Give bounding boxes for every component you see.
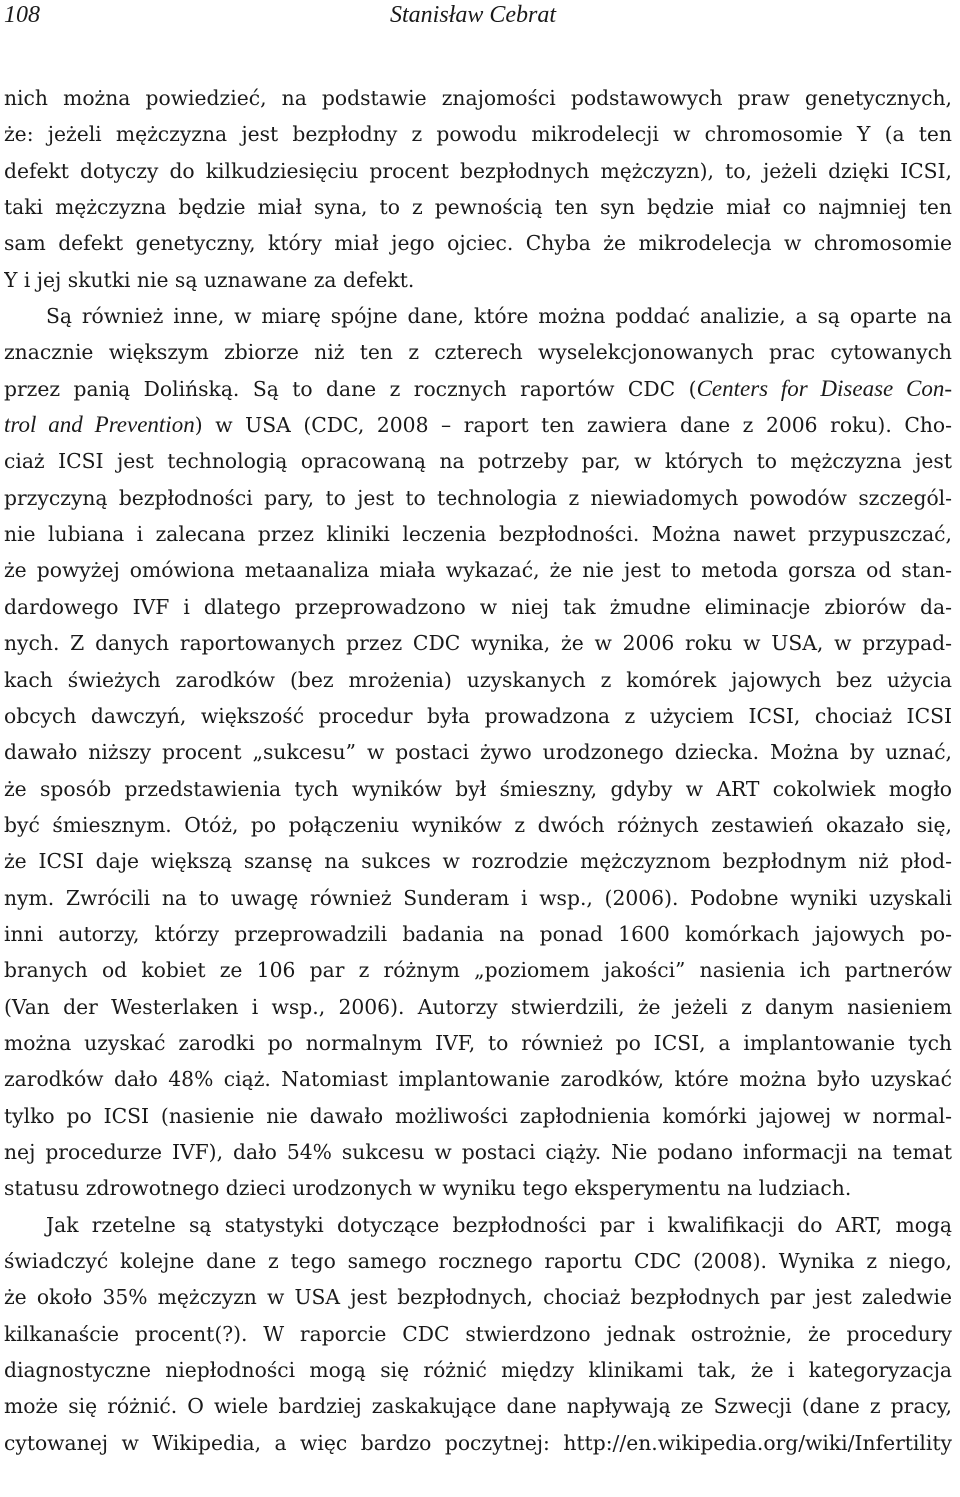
text-line: branych od kobiet ze 106 par z różnym „poziomem jakości” nasienia ich partnerów [4, 958, 952, 983]
text-line: może się różnić. O wiele bardziej zaskakujące dane napływają ze Szwecji (dane z pracy, [4, 1394, 952, 1419]
text-line: dardowego IVF i dlatego przeprowadzono w niej tak żmudne eliminacje zbiorów da- [4, 594, 952, 619]
text-span: ) w USA (CDC, 2008 – raport ten zawiera dane z 2006 roku). Cho- [194, 413, 952, 438]
italic-span: Centers for Disease Con- [696, 375, 952, 401]
text-line [4, 371, 952, 407]
text-line: znacznie większym zbiorze niż ten z czterech wyselekcjonowanych prac cytowanych [4, 340, 952, 365]
body-text [4, 80, 952, 1461]
text-span: przez panią Dolińską. Są to dane z rocznych raportów CDC ( [4, 376, 697, 401]
text-line: że sposób przedstawienia tych wyników był śmieszny, gdyby w ART cokolwiek mogło [4, 776, 952, 801]
text-line: nym. Zwrócili na to uwagę również Sunderam i wsp., (2006). Podobne wyniki uzyskali [4, 885, 952, 910]
text-line: że ICSI daje większą szansę na sukces w rozrodzie mężczyznom bezpłodnym niż płod- [4, 849, 952, 874]
text-line: zarodków dało 48% ciąż. Natomiast implantowanie zarodków, które można było uzyskać [4, 1067, 952, 1092]
text-line: statusu zdrowotnego dzieci urodzonych w wyniku tego eksperymentu na ludziach. [4, 1176, 852, 1201]
text-line: defekt dotyczy do kilkudziesięciu procent bezpłodnych mężczyzn), to, jeżeli dzięki ICSI, [4, 158, 952, 183]
text-line: można uzyskać zarodki po normalnym IVF, to również po ICSI, a implantowanie tych [4, 1030, 952, 1055]
text-line: świadczyć kolejne dane z tego samego rocznego raportu CDC (2008). Wynika z niego, [4, 1249, 952, 1273]
text-line: tylko po ICSI (nasienie nie dawało możliwości zapłodnienia komórki jajowej w normal- [4, 1103, 952, 1128]
text-line: obcych dawczyń, większość procedur była prowadzona z użyciem ICSI, chociaż ICSI [4, 703, 952, 728]
text-line: kilkanaście procent(?). W raporcie CDC stwierdzono jednak ostrożnie, że procedury [4, 1321, 952, 1346]
text-line: Y i jej skutki nie są uznawane za defekt. [4, 267, 415, 292]
text-line: kach świeżych zarodków (bez mrożenia) uzyskanych z komórek jajowych bez użycia [4, 667, 952, 692]
text-line: być śmiesznym. Otóż, po połączeniu wyników z dwóch różnych zestawień okazało się, [4, 812, 952, 837]
text-line: że około 35% mężczyzn w USA jest bezpłodnych, chociaż bezpłodnych par jest zaledwie [4, 1285, 952, 1310]
running-head-author: Stanisław Cebrat [390, 2, 557, 28]
running-header [0, 0, 960, 40]
text-line: diagnostyczne niepłodności mogą się różnić między klinikami tak, że i kategoryzacja [4, 1358, 952, 1383]
text-line: cytowanej w Wikipedia, a więc bardzo poczytnej: http://en.wikipedia.org/wiki/Infertility [4, 1430, 952, 1455]
text-line: że: jeżeli mężczyzna jest bezpłodny z powodu mikrodelecji w chromosomie Y (a ten [4, 122, 952, 147]
text-line: inni autorzy, którzy przeprowadzili badania na ponad 1600 komórkach jajowych po- [4, 921, 952, 946]
text-line: dawało niższy procent „sukcesu” w postaci żywo urodzonego dziecka. Można by uznać, [4, 740, 952, 765]
text-line: że powyżej omówiona metaanaliza miała wykazać, że nie jest to metoda gorsza od stan- [4, 558, 952, 583]
text-line: taki mężczyzna będzie miał syna, to z pewnością ten syn będzie miał co najmniej ten [4, 195, 952, 220]
text-line: nie lubiana i zalecana przez kliniki leczenia bezpłodności. Można nawet przypuszczać, [4, 522, 952, 547]
text-line: nich można powiedzieć, na podstawie znajomości podstawowych praw genetycznych, [4, 86, 952, 110]
text-line: nych. Z danych raportowanych przez CDC wynika, że w 2006 roku w USA, w przypad- [4, 631, 952, 656]
text-line: ciaż ICSI jest technologią opracowaną na potrzeby par, w których to mężczyzna jest [4, 449, 952, 474]
text-line: nej procedurze IVF), dało 54% sukcesu w postaci ciąży. Nie podano informacji na temat [4, 1139, 952, 1164]
page-number: 108 [4, 2, 40, 28]
text-line: przyczyną bezpłodności pary, to jest to technologia z niewiadomych powodów szczegól- [4, 485, 952, 510]
text-line [4, 407, 952, 443]
italic-span: trol and Prevention [4, 412, 195, 438]
paragraph-start-line: Są również inne, w miarę spójne dane, które można poddać analizie, a są oparte na [46, 304, 952, 329]
text-line: (Van der Westerlaken i wsp., 2006). Autorzy stwierdzili, że jeżeli z danym nasieniem [4, 994, 952, 1019]
text-line: sam defekt genetyczny, który miał jego ojciec. Chyba że mikrodelecja w chromosomie [4, 231, 952, 256]
paragraph-start-line: Jak rzetelne są statystyki dotyczące bezpłodności par i kwalifikacji do ART, mogą [46, 1212, 952, 1237]
